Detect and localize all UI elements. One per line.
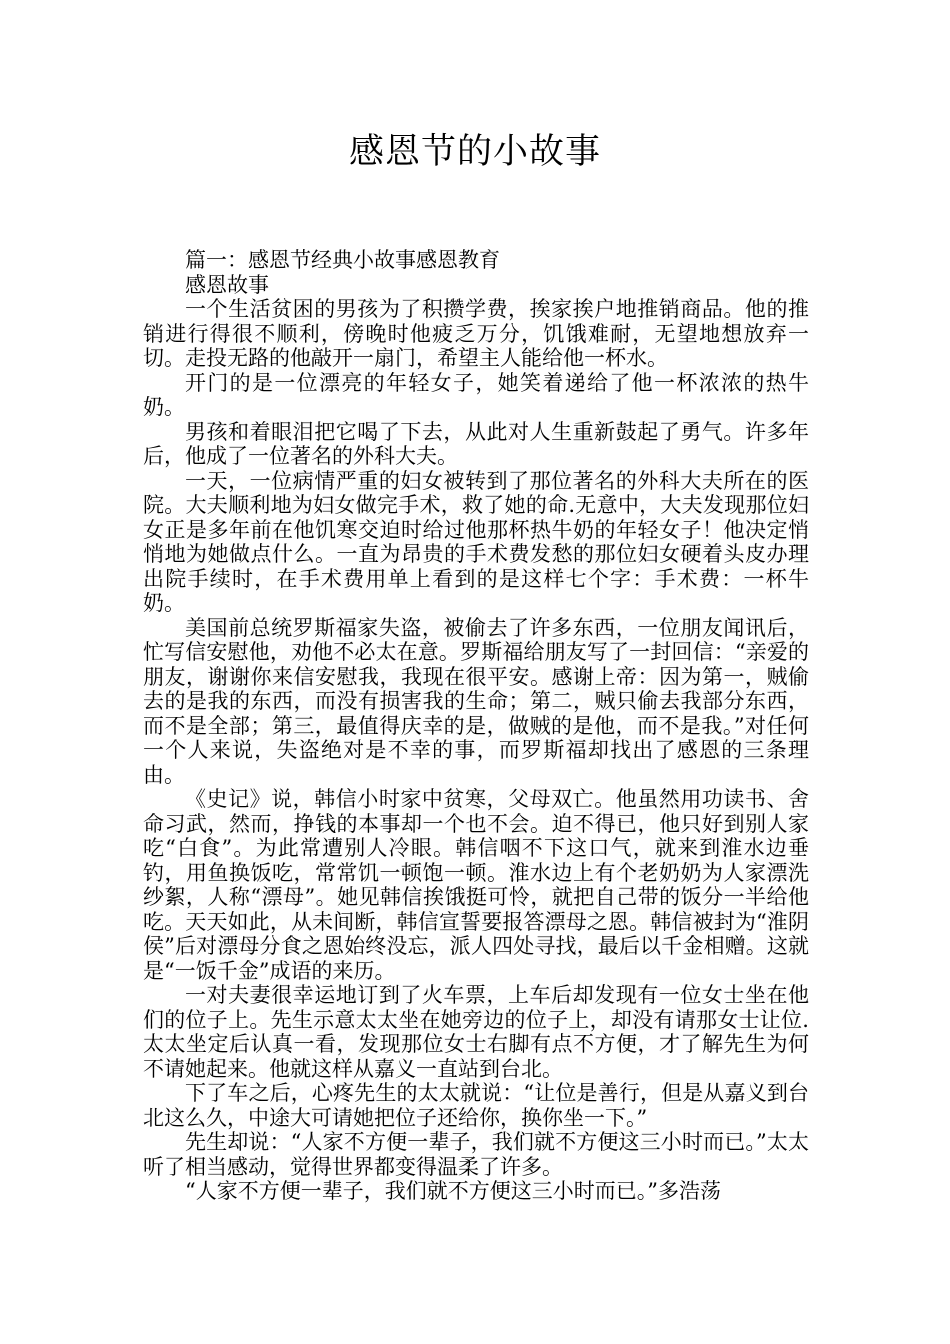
- document-title: 感恩节的小故事: [348, 132, 601, 172]
- document-body: [143, 248, 809, 1204]
- paragraph: 男孩和着眼泪把它喝了下去，从此对人生重新鼓起了勇气。许多年后，他成了一位著名的外科大夫。: [143, 419, 809, 468]
- paragraph: 下了车之后，心疼先生的太太就说：“让位是善行，但是从嘉义到台北这么久，中途大可请她把位子还给你，换你坐一下。”: [143, 1081, 809, 1130]
- paragraph: 先生却说：“人家不方便一辈子，我们就不方便这三小时而已。”太太听了相当感动，觉得世界都变得温柔了许多。: [143, 1130, 809, 1179]
- paragraph: 《史记》说，韩信小时家中贫寒，父母双亡。他虽然用功读书、舍命习武，然而，挣钱的本事却一个也不会。迫不得已，他只好到别人家吃“白食”。为此常遭别人冷眼。韩信咽不下这口气，就来到淮水边垂钓，用鱼换饭吃，常常饥一顿饱一顿。淮水边上有个老奶奶为人家漂洗纱絮，人称“漂母”。她见韩信挨饿挺可怜，就把自己带的饭分一半给他吃。天天如此，从未间断，韩信宣誓要报答漂母之恩。韩信被封为“淮阴侯”后对漂母分食之恩始终没忘，派人四处寻找，最后以千金相赠。这就是“一饭千金”成语的来历。: [143, 787, 809, 983]
- paragraph: 开门的是一位漂亮的年轻女子，她笑着递给了他一杯浓浓的热牛奶。: [143, 370, 809, 419]
- paragraph: 美国前总统罗斯福家失盗，被偷去了许多东西，一位朋友闻讯后，忙写信安慰他，劝他不必太在意。罗斯福给朋友写了一封回信：“亲爱的朋友，谢谢你来信安慰我，我现在很平安。感谢上帝：因为第一，贼偷去的是我的东西，而没有损害我的生命；第二，贼只偷去我部分东西，而不是全部；第三，最值得庆幸的是，做贼的是他，而不是我。”对任何一个人来说，失盗绝对是不幸的事，而罗斯福却找出了感恩的三条理由。: [143, 615, 809, 787]
- section-heading: 篇一：感恩节经典小故事感恩教育: [185, 248, 500, 272]
- paragraph: 一天，一位病情严重的妇女被转到了那位著名的外科大夫所在的医院。大夫顺利地为妇女做完手术，救了她的命.无意中，大夫发现那位妇女正是多年前在他饥寒交迫时给过他那杯热牛奶的年轻女子！他决定悄悄地为她做点什么。一直为昂贵的手术费发愁的那位妇女硬着头皮办理出院手续时，在手术费用单上看到的是这样七个字：手术费：一杯牛奶。: [143, 468, 809, 615]
- paragraph: 一对夫妻很幸运地订到了火车票，上车后却发现有一位女士坐在他们的位子上。先生示意太太坐在她旁边的位子上，却没有请那女士让位.太太坐定后认真一看，发现那位女士右脚有点不方便，才了解先生为何不请她起来。他就这样从嘉义一直站到台北。: [143, 983, 809, 1081]
- paragraph: “人家不方便一辈子，我们就不方便这三小时而已。”多浩荡: [185, 1179, 721, 1203]
- paragraph: 一个生活贫困的男孩为了积攒学费，挨家挨户地推销商品。他的推销进行得很不顺利，傍晚时他疲乏万分，饥饿难耐，无望地想放弃一切。走投无路的他敲开一扇门，希望主人能给他一杯水。: [143, 297, 809, 370]
- subsection-heading: 感恩故事: [185, 272, 269, 297]
